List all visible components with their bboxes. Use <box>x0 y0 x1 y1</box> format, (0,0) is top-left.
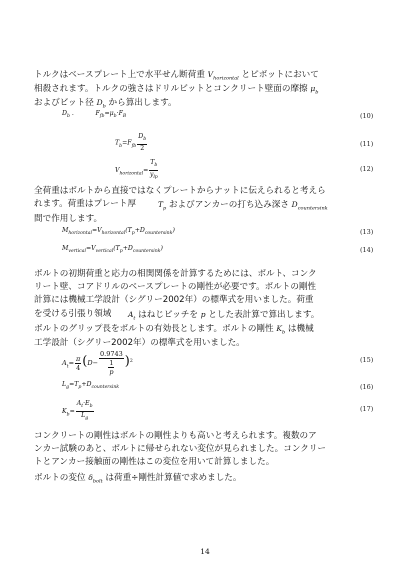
p1-line2 <box>34 82 318 96</box>
p4-text: コンクリートの剛性はボルトの剛性よりも高いと考えられます。複数のア ンカー試験のあと、ボルトに帰せられない変位が見られました。コンクリー トとアンカー接触面の剛性はこの変位を用いて計算しました。 <box>34 431 327 468</box>
d-b-symbol: $D_b$ <box>96 98 106 110</box>
mu-b-symbol: $\mu_b$ <box>310 84 319 96</box>
p3-line6 <box>34 336 245 348</box>
p2-text-b: およびアンカーの打ち込み深さ <box>168 200 289 210</box>
p1-text-b: とピボットにおいて <box>241 70 319 80</box>
p1-text-a: トルクはベースプレート上で水平せん断荷重 <box>34 70 205 80</box>
p1-text-e: から算出します。 <box>108 98 177 108</box>
p1-line3 <box>34 96 177 110</box>
equation-11-number: (11) <box>360 140 374 148</box>
k-b-symbol: $K_b$ <box>276 324 286 336</box>
delta-bolt-symbol: $\delta_{bolt}$ <box>88 473 103 485</box>
equation-10-number: (10) <box>360 112 374 120</box>
p4-text-b: ボルトの変位 <box>34 473 86 483</box>
page-number: 14 <box>200 547 210 556</box>
p1-line1 <box>34 68 319 82</box>
p1-text-c: 相殺されます。トルクの強さはドリルビットとコンクリート壁面の摩擦 <box>34 84 308 94</box>
p4-text-c: は荷重÷剛性計算値で求めました。 <box>105 473 242 483</box>
equation-17-number: (17) <box>360 405 374 413</box>
equation-16: $L_g=T_p+D_{countersink}$ <box>62 381 120 391</box>
equation-11: $T_b=F_{fb}$ $\frac{D_b}{2}$ <box>115 133 147 153</box>
equation-10: $D_b$ . $F_{fb}=\mu_b\cdot F_B$ <box>62 110 127 120</box>
equation-12-number: (12) <box>360 165 374 173</box>
v-horizontal-symbol: $V_{horizontal}$ <box>207 70 239 82</box>
p2-line2-continued <box>158 198 328 212</box>
equation-14-number: (14) <box>360 246 374 254</box>
p2-text-c: 間で作用します。 <box>34 214 103 224</box>
p2-line3 <box>34 212 102 224</box>
p2-text: 全荷重はボルトから直接ではなくプレートからナットに伝えられると考えら れます。荷重はプレート厚 <box>34 186 326 210</box>
p4-line4 <box>34 471 242 485</box>
p3-text-b: はねじピッチを <box>138 310 198 320</box>
a-t-symbol: $A_t$ <box>128 310 136 322</box>
equation-13: $M_{horizontal}=V_{horizontal}(T_p+D_{countersink})$ <box>62 227 175 237</box>
equation-15: $A_t=$ $\frac{\pi}{4}$ (D− $\frac{0.9743}{\frac{1}{p}}$ )$^2$ <box>62 350 133 376</box>
equation-14: $M_{vertical}=V_{vertical}(T_p+D_{countersink})$ <box>62 245 163 255</box>
p3-text-e: は機械 <box>287 324 314 334</box>
p3-text-c: とした表計算で算出します。 <box>208 310 320 320</box>
p1-text-d: およびビット径 <box>34 98 94 108</box>
equation-13-number: (13) <box>360 228 374 236</box>
equation-12: $V_{horizontal}=$ $\frac{T_b}{y_{lp}}$ <box>115 159 158 181</box>
equation-15-number: (15) <box>360 356 374 364</box>
p-symbol: p <box>200 310 206 319</box>
p3-text: ボルトの初期荷重と応力の相関関係を計算するためには、ボルト、コンク リート壁、コアドリルのベースプレートの剛性が必要です。ボルトの剛性 計算には機械工学設計（シグリー2002年）の標準式を用いました。荷重 を受ける引張り領域 <box>34 269 317 319</box>
t-p-symbol: $T_p$ <box>158 200 167 212</box>
equation-16-number: (16) <box>360 383 374 391</box>
p3-line5 <box>34 322 314 336</box>
p3-text-d: ボルトのグリップ長をボルトの有効長とします。ボルトの剛性 <box>34 324 274 334</box>
equation-17: $K_b=$ $\frac{A_t\cdot E_b}{L_g}$ <box>62 400 93 422</box>
d-countersink-symbol: $D_{countersink}$ <box>291 200 328 212</box>
p3-line4-continued <box>128 308 319 322</box>
p3-text-f: 工学設計（シグリー2002年）の標準式を用いました。 <box>34 338 245 348</box>
